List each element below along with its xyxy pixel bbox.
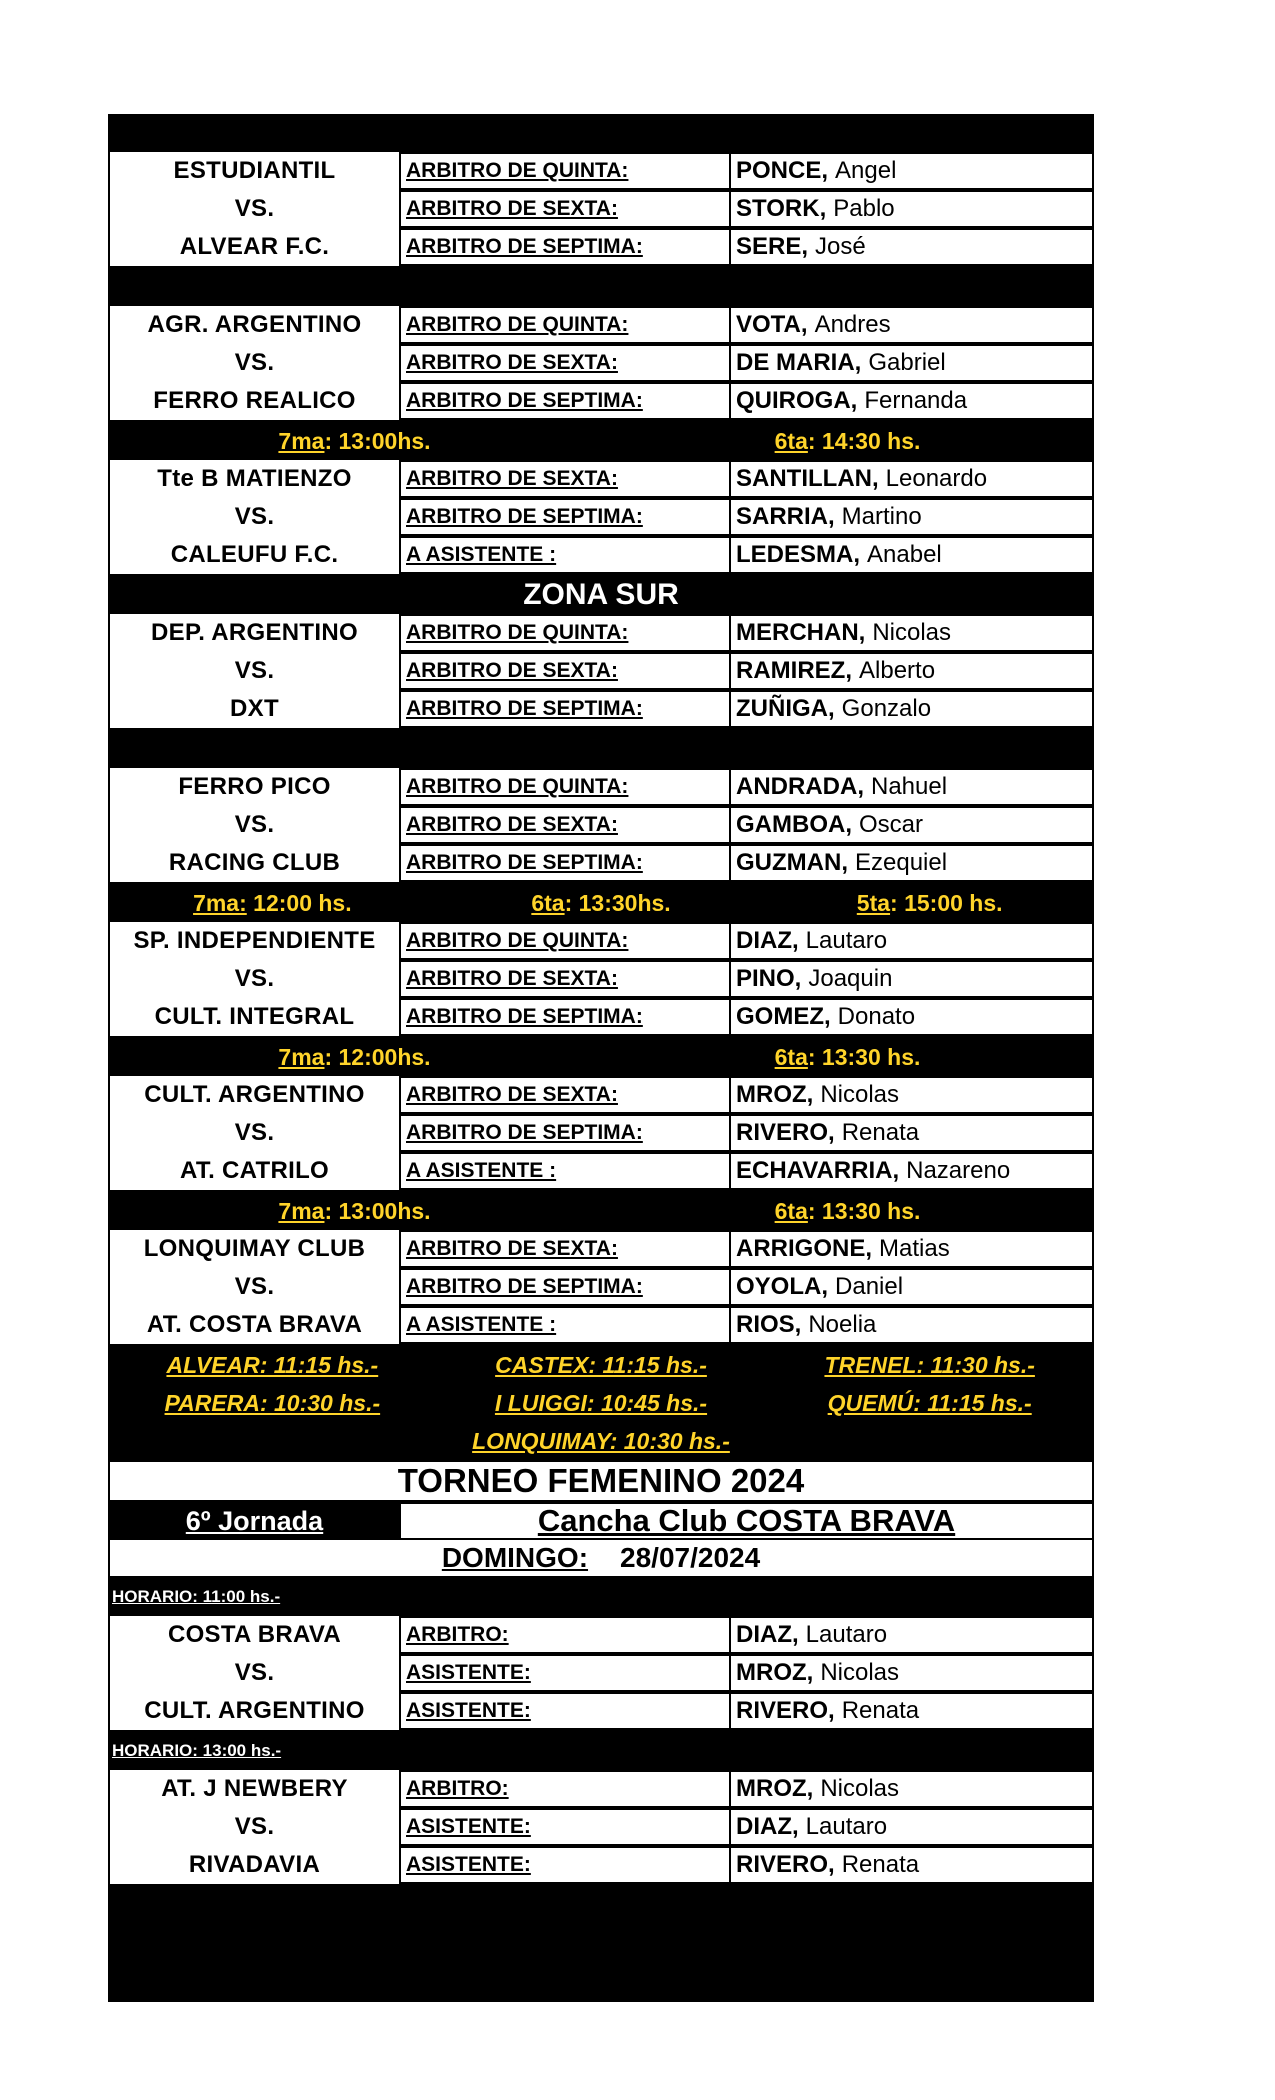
femenino-match-2 bbox=[108, 1770, 1094, 1886]
referee-surname: ARRIGONE, bbox=[736, 1235, 873, 1262]
separator-black-bar bbox=[108, 268, 1094, 306]
referee-surname: RIVERO, bbox=[736, 1697, 835, 1724]
match-row bbox=[108, 806, 1094, 844]
schedule-cell bbox=[108, 1198, 601, 1225]
away-team: FERRO REALICO bbox=[108, 382, 401, 420]
match-row bbox=[108, 1114, 1094, 1152]
vs-label: VS. bbox=[108, 498, 401, 536]
referee-surname: VOTA, bbox=[736, 311, 808, 338]
referee-name bbox=[731, 768, 1094, 806]
home-team: AT. J NEWBERY bbox=[108, 1770, 401, 1808]
referee-role: A ASISTENTE : bbox=[401, 1306, 731, 1344]
referee-role: ARBITRO: bbox=[401, 1770, 731, 1808]
referee-role: ASISTENTE: bbox=[401, 1846, 731, 1884]
schedule-cell bbox=[437, 890, 766, 917]
home-team: ESTUDIANTIL bbox=[108, 152, 401, 190]
referee-role: ASISTENTE: bbox=[401, 1692, 731, 1730]
referee-first-name: Fernanda bbox=[864, 387, 968, 414]
vs-label: VS. bbox=[108, 652, 401, 690]
venue-time: I LUIGGI: 10:45 hs.- bbox=[494, 1389, 708, 1416]
referee-name bbox=[731, 1114, 1094, 1152]
home-team: CULT. ARGENTINO bbox=[108, 1076, 401, 1114]
category-label: 7ma bbox=[278, 1197, 325, 1224]
referee-surname: RIVERO, bbox=[736, 1119, 835, 1146]
referee-surname: MROZ, bbox=[736, 1081, 814, 1108]
match-row bbox=[108, 536, 1094, 574]
venue-time: TRENEL: 11:30 hs.- bbox=[824, 1351, 1035, 1378]
match-row bbox=[108, 382, 1094, 420]
referee-surname: RAMIREZ, bbox=[736, 657, 852, 684]
referee-role: ARBITRO DE SEXTA: bbox=[401, 652, 731, 690]
venue-time: LONQUIMAY: 10:30 hs.- bbox=[472, 1427, 730, 1454]
referee-name bbox=[731, 1152, 1094, 1190]
referee-name bbox=[731, 382, 1094, 420]
referee-surname: ANDRADA, bbox=[736, 773, 864, 800]
referee-first-name: Alberto bbox=[859, 657, 936, 684]
match-block-6 bbox=[108, 922, 1094, 1038]
category-label: 7ma: bbox=[193, 889, 247, 916]
category-label: 6ta bbox=[774, 1043, 808, 1070]
match-row bbox=[108, 306, 1094, 344]
away-team: RIVADAVIA bbox=[108, 1846, 401, 1884]
away-team: AT. CATRILO bbox=[108, 1152, 401, 1190]
vs-label: VS. bbox=[108, 1268, 401, 1306]
referee-role: ARBITRO DE QUINTA: bbox=[401, 768, 731, 806]
category-label: 5ta bbox=[856, 889, 891, 916]
vs-label: VS. bbox=[108, 960, 401, 998]
header-black-bar bbox=[108, 114, 1094, 152]
referee-first-name: Daniel bbox=[835, 1273, 904, 1300]
referee-surname: GAMBOA, bbox=[736, 811, 852, 838]
jornada-label: 6º Jornada bbox=[108, 1502, 401, 1540]
referee-name bbox=[731, 922, 1094, 960]
referee-role: ARBITRO DE SEPTIMA: bbox=[401, 844, 731, 882]
referee-first-name: Martino bbox=[841, 503, 922, 530]
referee-name bbox=[731, 344, 1094, 382]
away-team: AT. COSTA BRAVA bbox=[108, 1306, 401, 1344]
referee-first-name: Nicolas bbox=[820, 1775, 900, 1802]
referee-name bbox=[731, 960, 1094, 998]
date-label: DOMINGO: bbox=[441, 1542, 589, 1573]
category-label: 6ta bbox=[774, 427, 808, 454]
referee-first-name: Nicolas bbox=[872, 619, 952, 646]
match-block-3 bbox=[108, 460, 1094, 576]
referee-role: ARBITRO DE SEPTIMA: bbox=[401, 498, 731, 536]
match-row bbox=[108, 1230, 1094, 1268]
referee-first-name: Anabel bbox=[867, 541, 942, 568]
referee-surname: RIVERO, bbox=[736, 1851, 835, 1878]
home-team: FERRO PICO bbox=[108, 768, 401, 806]
referee-surname: DIAZ, bbox=[736, 927, 799, 954]
vs-label: VS. bbox=[108, 1808, 401, 1846]
referee-name bbox=[731, 652, 1094, 690]
referee-first-name: Nicolas bbox=[820, 1659, 900, 1686]
vs-label: VS. bbox=[108, 806, 401, 844]
jornada-row bbox=[108, 1502, 1094, 1540]
referee-name bbox=[731, 1230, 1094, 1268]
away-team: CULT. INTEGRAL bbox=[108, 998, 401, 1036]
match-row bbox=[108, 844, 1094, 882]
horario-label: HORARIO: 13:00 hs.- bbox=[108, 1741, 281, 1761]
referee-first-name: Lautaro bbox=[805, 927, 888, 954]
referee-name bbox=[731, 1692, 1094, 1730]
home-team: COSTA BRAVA bbox=[108, 1616, 401, 1654]
category-time: : 12:00hs. bbox=[324, 1043, 431, 1070]
separator-black-bar bbox=[108, 730, 1094, 768]
referee-role: ARBITRO DE SEPTIMA: bbox=[401, 690, 731, 728]
referee-first-name: Angel bbox=[835, 157, 897, 184]
match-row bbox=[108, 768, 1094, 806]
match-block-5 bbox=[108, 768, 1094, 884]
home-team: SP. INDEPENDIENTE bbox=[108, 922, 401, 960]
referee-name bbox=[731, 1654, 1094, 1692]
category-time: : 14:30 hs. bbox=[807, 427, 921, 454]
referee-surname: RIOS, bbox=[736, 1311, 802, 1338]
referee-role: ARBITRO DE SEPTIMA: bbox=[401, 228, 731, 266]
referee-first-name: Nicolas bbox=[820, 1081, 900, 1108]
venue-time: CASTEX: 11:15 hs.- bbox=[495, 1351, 707, 1378]
referee-role: ARBITRO DE QUINTA: bbox=[401, 922, 731, 960]
match-row bbox=[108, 152, 1094, 190]
footer-black-block bbox=[108, 1886, 1094, 2002]
referee-surname: SANTILLAN, bbox=[736, 465, 879, 492]
referee-first-name: Lautaro bbox=[805, 1813, 888, 1840]
vs-label: VS. bbox=[108, 1654, 401, 1692]
referee-name bbox=[731, 498, 1094, 536]
home-team: LONQUIMAY CLUB bbox=[108, 1230, 401, 1268]
fixture-sheet bbox=[108, 114, 1094, 2002]
referee-role: ASISTENTE: bbox=[401, 1654, 731, 1692]
category-label: 7ma bbox=[278, 427, 325, 454]
referee-first-name: Renata bbox=[841, 1697, 920, 1724]
referee-role: ARBITRO: bbox=[401, 1616, 731, 1654]
referee-role: ARBITRO DE SEXTA: bbox=[401, 190, 731, 228]
referee-role: ARBITRO DE SEPTIMA: bbox=[401, 1114, 731, 1152]
match-row bbox=[108, 922, 1094, 960]
category-time: : 13:00hs. bbox=[324, 427, 431, 454]
referee-role: A ASISTENTE : bbox=[401, 1152, 731, 1190]
schedule-cell bbox=[601, 1044, 1094, 1071]
referee-role: ARBITRO DE SEPTIMA: bbox=[401, 998, 731, 1036]
referee-first-name: Matias bbox=[879, 1235, 950, 1262]
horario-label: HORARIO: 11:00 hs.- bbox=[108, 1587, 280, 1607]
referee-first-name: Renata bbox=[841, 1119, 920, 1146]
match-row bbox=[108, 1076, 1094, 1114]
home-team: DEP. ARGENTINO bbox=[108, 614, 401, 652]
away-team: CULT. ARGENTINO bbox=[108, 1692, 401, 1730]
referee-name bbox=[731, 1076, 1094, 1114]
referee-name bbox=[731, 806, 1094, 844]
referee-role: ARBITRO DE SEXTA: bbox=[401, 1076, 731, 1114]
referee-surname: QUIROGA, bbox=[736, 387, 858, 414]
zona-sur-heading: ZONA SUR bbox=[108, 576, 1094, 614]
match-row bbox=[108, 1268, 1094, 1306]
schedule-bar bbox=[108, 422, 1094, 460]
referee-surname: LEDESMA, bbox=[736, 541, 861, 568]
venue-time: ALVEAR: 11:15 hs.- bbox=[166, 1351, 379, 1378]
referee-name bbox=[731, 844, 1094, 882]
referee-role: ARBITRO DE SEXTA: bbox=[401, 344, 731, 382]
venue-times-block bbox=[108, 1346, 1094, 1460]
away-team: CALEUFU F.C. bbox=[108, 536, 401, 574]
match-row bbox=[108, 190, 1094, 228]
referee-name bbox=[731, 228, 1094, 266]
schedule-cell bbox=[108, 1044, 601, 1071]
referee-name bbox=[731, 1770, 1094, 1808]
referee-name bbox=[731, 614, 1094, 652]
referee-name bbox=[731, 152, 1094, 190]
referee-surname: GOMEZ, bbox=[736, 1003, 831, 1030]
referee-surname: STORK, bbox=[736, 195, 827, 222]
referee-role: ARBITRO DE QUINTA: bbox=[401, 306, 731, 344]
referee-first-name: Ezequiel bbox=[854, 849, 948, 876]
category-label: 6ta bbox=[774, 1197, 808, 1224]
category-time: : 13:30hs. bbox=[564, 889, 671, 916]
match-row bbox=[108, 998, 1094, 1036]
horario-bar bbox=[108, 1732, 1094, 1770]
referee-first-name: Gabriel bbox=[868, 349, 946, 376]
match-row bbox=[108, 960, 1094, 998]
referee-name bbox=[731, 460, 1094, 498]
referee-surname: ECHAVARRIA, bbox=[736, 1157, 900, 1184]
referee-first-name: Nazareno bbox=[906, 1157, 1011, 1184]
referee-surname: MROZ, bbox=[736, 1775, 814, 1802]
referee-first-name: José bbox=[815, 233, 866, 260]
category-time: 12:00 hs. bbox=[246, 889, 352, 916]
away-team: ALVEAR F.C. bbox=[108, 228, 401, 266]
referee-first-name: Nahuel bbox=[871, 773, 948, 800]
date-value: 28/07/2024 bbox=[620, 1542, 761, 1573]
torneo-femenino-title: TORNEO FEMENINO 2024 bbox=[108, 1460, 1094, 1502]
referee-name bbox=[731, 536, 1094, 574]
referee-name bbox=[731, 1616, 1094, 1654]
match-row bbox=[108, 1846, 1094, 1884]
home-team: AGR. ARGENTINO bbox=[108, 306, 401, 344]
category-time: : 13:00hs. bbox=[324, 1197, 431, 1224]
referee-first-name: Andres bbox=[814, 311, 891, 338]
venue-times-row bbox=[108, 1384, 1094, 1422]
schedule-cell bbox=[108, 890, 437, 917]
category-time: : 13:30 hs. bbox=[807, 1043, 921, 1070]
venue-times-row bbox=[108, 1422, 1094, 1460]
schedule-bar bbox=[108, 1038, 1094, 1076]
referee-surname: DE MARIA, bbox=[736, 349, 862, 376]
schedule-cell bbox=[601, 428, 1094, 455]
match-row bbox=[108, 614, 1094, 652]
femenino-match-1 bbox=[108, 1616, 1094, 1732]
referee-role: ARBITRO DE SEXTA: bbox=[401, 460, 731, 498]
referee-name bbox=[731, 1268, 1094, 1306]
match-row bbox=[108, 1808, 1094, 1846]
schedule-bar bbox=[108, 1192, 1094, 1230]
referee-surname: ZUÑIGA, bbox=[736, 695, 835, 722]
match-row bbox=[108, 344, 1094, 382]
schedule-cell bbox=[108, 428, 601, 455]
referee-surname: PONCE, bbox=[736, 157, 829, 184]
venue-time: QUEMÚ: 11:15 hs.- bbox=[827, 1389, 1032, 1416]
referee-name bbox=[731, 1808, 1094, 1846]
match-block-4 bbox=[108, 614, 1094, 730]
referee-surname: MROZ, bbox=[736, 1659, 814, 1686]
home-team: Tte B MATIENZO bbox=[108, 460, 401, 498]
referee-name bbox=[731, 1846, 1094, 1884]
referee-name bbox=[731, 690, 1094, 728]
away-team: DXT bbox=[108, 690, 401, 728]
referee-first-name: Renata bbox=[841, 1851, 920, 1878]
category-label: 6ta bbox=[531, 889, 565, 916]
match-row bbox=[108, 1152, 1094, 1190]
match-row bbox=[108, 498, 1094, 536]
horario-bar bbox=[108, 1578, 1094, 1616]
referee-first-name: Gonzalo bbox=[841, 695, 932, 722]
vs-label: VS. bbox=[108, 1114, 401, 1152]
referee-role: ARBITRO DE SEXTA: bbox=[401, 806, 731, 844]
match-block-8 bbox=[108, 1230, 1094, 1346]
referee-surname: SERE, bbox=[736, 233, 809, 260]
match-row bbox=[108, 1306, 1094, 1344]
referee-surname: DIAZ, bbox=[736, 1813, 799, 1840]
referee-name bbox=[731, 1306, 1094, 1344]
venue-time: PARERA: 10:30 hs.- bbox=[164, 1389, 381, 1416]
referee-surname: SARRIA, bbox=[736, 503, 835, 530]
match-block-2 bbox=[108, 306, 1094, 422]
referee-role: ARBITRO DE SEXTA: bbox=[401, 960, 731, 998]
referee-surname: PINO, bbox=[736, 965, 802, 992]
referee-first-name: Leonardo bbox=[885, 465, 988, 492]
referee-first-name: Lautaro bbox=[805, 1621, 888, 1648]
match-row bbox=[108, 228, 1094, 266]
referee-name bbox=[731, 998, 1094, 1036]
match-block-7 bbox=[108, 1076, 1094, 1192]
match-row bbox=[108, 1692, 1094, 1730]
category-time: : 15:00 hs. bbox=[890, 889, 1003, 916]
vs-label: VS. bbox=[108, 344, 401, 382]
vs-label: VS. bbox=[108, 190, 401, 228]
category-label: 7ma bbox=[278, 1043, 325, 1070]
referee-surname: MERCHAN, bbox=[736, 619, 866, 646]
referee-role: ASISTENTE: bbox=[401, 1808, 731, 1846]
referee-first-name: Noelia bbox=[808, 1311, 877, 1338]
referee-role: ARBITRO DE SEXTA: bbox=[401, 1230, 731, 1268]
schedule-cell bbox=[765, 890, 1094, 917]
referee-surname: DIAZ, bbox=[736, 1621, 799, 1648]
away-team: RACING CLUB bbox=[108, 844, 401, 882]
referee-role: ARBITRO DE SEPTIMA: bbox=[401, 1268, 731, 1306]
referee-surname: OYOLA, bbox=[736, 1273, 829, 1300]
match-row bbox=[108, 690, 1094, 728]
match-row bbox=[108, 1616, 1094, 1654]
date-row bbox=[108, 1540, 1094, 1578]
referee-name bbox=[731, 190, 1094, 228]
schedule-cell bbox=[601, 1198, 1094, 1225]
venue-times-row bbox=[108, 1346, 1094, 1384]
match-row bbox=[108, 460, 1094, 498]
cancha-label: Cancha Club COSTA BRAVA bbox=[401, 1502, 1094, 1540]
referee-role: ARBITRO DE QUINTA: bbox=[401, 152, 731, 190]
match-row bbox=[108, 1770, 1094, 1808]
referee-role: ARBITRO DE QUINTA: bbox=[401, 614, 731, 652]
category-time: : 13:30 hs. bbox=[807, 1197, 921, 1224]
referee-first-name: Pablo bbox=[833, 195, 895, 222]
referee-first-name: Oscar bbox=[859, 811, 924, 838]
referee-role: ARBITRO DE SEPTIMA: bbox=[401, 382, 731, 420]
match-row bbox=[108, 652, 1094, 690]
schedule-bar bbox=[108, 884, 1094, 922]
referee-role: A ASISTENTE : bbox=[401, 536, 731, 574]
match-block-1 bbox=[108, 152, 1094, 268]
match-row bbox=[108, 1654, 1094, 1692]
referee-name bbox=[731, 306, 1094, 344]
referee-first-name: Joaquin bbox=[808, 965, 893, 992]
referee-surname: GUZMAN, bbox=[736, 849, 848, 876]
referee-first-name: Donato bbox=[837, 1003, 916, 1030]
